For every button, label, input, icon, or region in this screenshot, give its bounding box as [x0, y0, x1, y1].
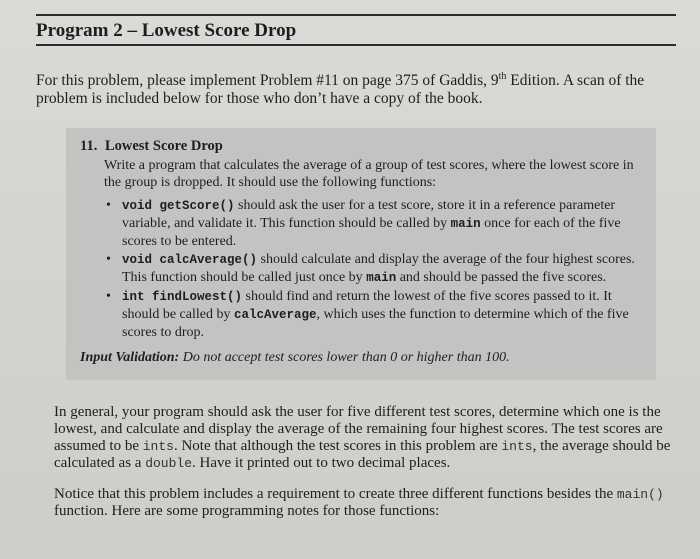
- general-code-ints-2: ints: [501, 439, 533, 455]
- function-code-ref: calcAverage: [233, 308, 317, 323]
- notice-paragraph: [54, 486, 684, 520]
- problem-heading-text: Lowest Score Drop: [104, 138, 223, 155]
- general-text-3: , the average should be calculated as a: [54, 438, 671, 472]
- validation-text: Do not accept test scores lower than 0 or higher than 100.: [179, 350, 510, 366]
- function-code-ref: main: [366, 271, 397, 286]
- problem-heading: [80, 138, 644, 155]
- problem-description: Write a program that calculates the average of a group of test scores, where the lowest score in the group is dropped. It should use the following functions:: [104, 158, 634, 191]
- function-text: should ask the user for a test score, store it in a reference parameter variable, and validate it. This function should be called by: [122, 198, 616, 232]
- function-code-ref: main: [450, 217, 481, 232]
- input-validation: [80, 349, 644, 366]
- bullet-icon: •: [106, 198, 111, 214]
- title-top-rule: [36, 14, 676, 16]
- page-title: [36, 10, 676, 46]
- function-list: [104, 197, 644, 341]
- function-text: should find and return the lowest of the five scores passed to it. It should be called by: [122, 289, 612, 323]
- general-text-4: . Have it printed out to two decimal places.: [192, 455, 451, 472]
- function-item-getscore: [104, 197, 644, 250]
- general-code-double: double: [145, 456, 193, 472]
- function-item-calcaverage: [104, 251, 644, 287]
- function-text-end: and should be passed the five scores.: [396, 270, 607, 286]
- intro-superscript: th: [498, 71, 507, 82]
- problem-box: [66, 128, 656, 380]
- title-text: Program 2 – Lowest Score Drop: [36, 20, 297, 41]
- function-text-end: , which uses the function to determine which of the five scores to drop.: [122, 307, 629, 341]
- validation-label: Input Validation:: [80, 350, 180, 366]
- bullet-icon: •: [106, 252, 111, 268]
- function-signature: void calcAverage(): [122, 253, 258, 268]
- general-text-1: In general, your program should ask the user for five different test scores, determine which one is the lowest, and calculate and display the average of the remaining four highest scores. The test scores are assumed to be: [54, 404, 663, 455]
- general-code-ints-1: ints: [142, 439, 174, 455]
- function-text: should calculate and display the average of the four highest scores. This function should be called just once by: [122, 252, 635, 286]
- function-signature: int findLowest(): [122, 290, 243, 305]
- function-item-findlowest: [104, 288, 644, 341]
- function-text-end: once for each of the five scores to be entered.: [122, 216, 621, 250]
- bullet-icon: •: [106, 289, 111, 305]
- function-signature: void getScore(): [122, 199, 235, 214]
- problem-body: [104, 157, 644, 341]
- intro-text-before: For this problem, please implement Problem #11 on page 375 of Gaddis, 9: [36, 72, 499, 90]
- general-paragraph: [54, 404, 684, 472]
- intro-text-after: Edition. A scan of the problem is included below for those who don’t have a copy of the book.: [36, 72, 645, 108]
- notice-text-1: Notice that this problem includes a requirement to create three different functions besides the: [54, 486, 617, 503]
- intro-paragraph: [36, 68, 676, 108]
- general-text-2: . Note that although the test scores in this problem are: [173, 438, 502, 455]
- notice-text-2: function. Here are some programming notes for those functions:: [54, 503, 440, 520]
- problem-number: 11.: [80, 138, 98, 155]
- notice-code-main: main(): [616, 487, 664, 503]
